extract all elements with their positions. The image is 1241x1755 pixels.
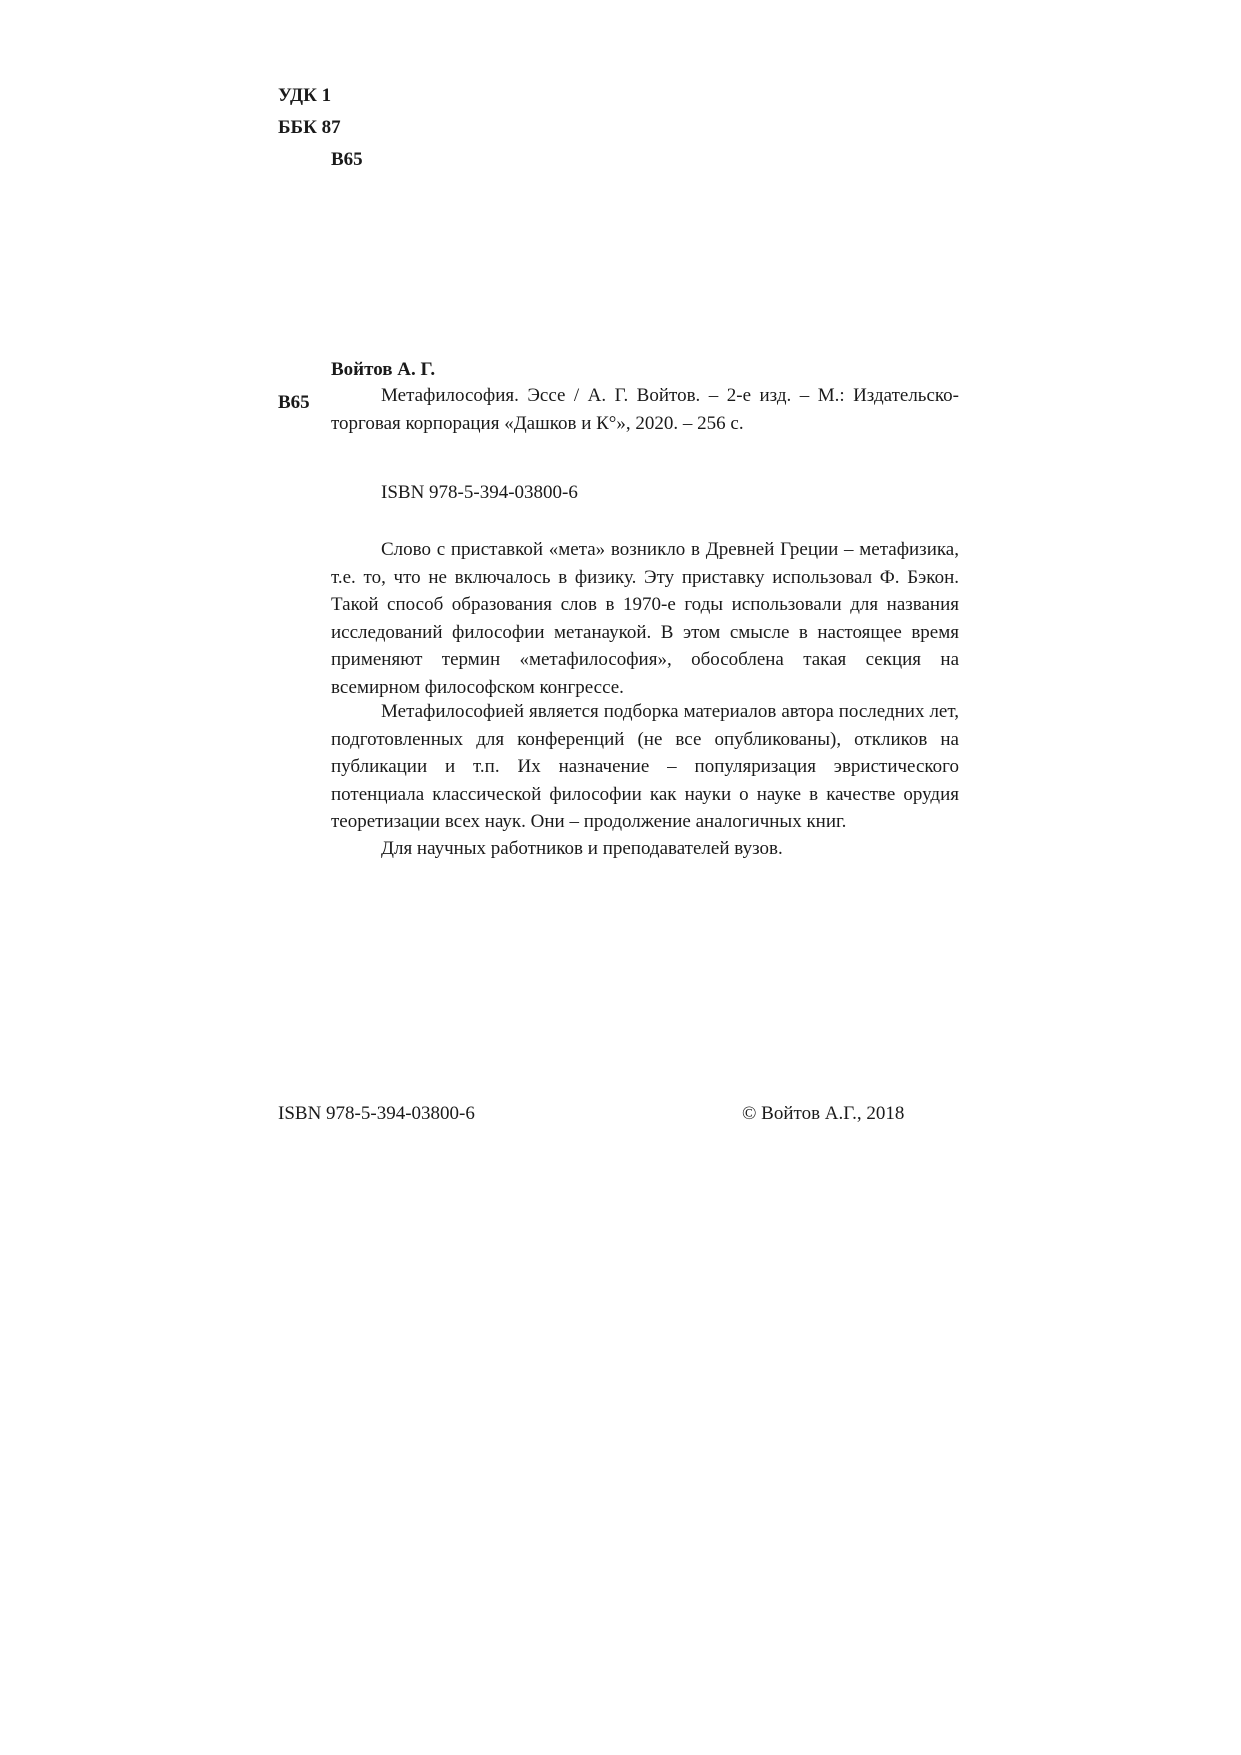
abstract-paragraph: Слово с приставкой «мета» возникло в Древней Греции – метафизика, т.е. то, что не включалось в физику. Эту приставку использовал Ф. Бэкон. Такой способ образования слов в 1970-е годы использовали для названия исследований философии метанаукой. В этом смысле в настоящее время применяют термин «метафилософия», обособлена такая секция на всемирном философском конгрессе. bbox=[331, 539, 959, 698]
cutter-code-top: В65 bbox=[331, 149, 363, 170]
bibliographic-entry: Метафилософия. Эссе / А. Г. Войтов. – 2-е изд. – М.: Издательско-торговая корпорация «Дашков и К°», 2020. – 256 с. bbox=[331, 385, 959, 434]
footer-isbn: ISBN 978-5-394-03800-6 bbox=[278, 1103, 475, 1124]
copyright-notice: © Войтов А.Г., 2018 bbox=[742, 1103, 905, 1124]
cutter-code-side: В65 bbox=[278, 392, 310, 413]
isbn-line: ISBN 978-5-394-03800-6 bbox=[381, 482, 578, 503]
bbk-code: ББК 87 bbox=[278, 117, 341, 138]
udk-code: УДК 1 bbox=[278, 85, 332, 106]
author-heading: Войтов А. Г. bbox=[331, 359, 436, 380]
audience-note: Для научных работников и преподавателей вузов. bbox=[381, 838, 783, 859]
abstract-paragraph: Метафилософией является подборка материалов автора последних лет, подготовленных для конференций (не все опубликованы), откликов на публикации и т.п. Их назначение – популяризация эвристического потенциала классической философии как науки о науке в качестве орудия теоретизации всех наук. Они – продолжение аналогичных книг. bbox=[331, 701, 959, 832]
